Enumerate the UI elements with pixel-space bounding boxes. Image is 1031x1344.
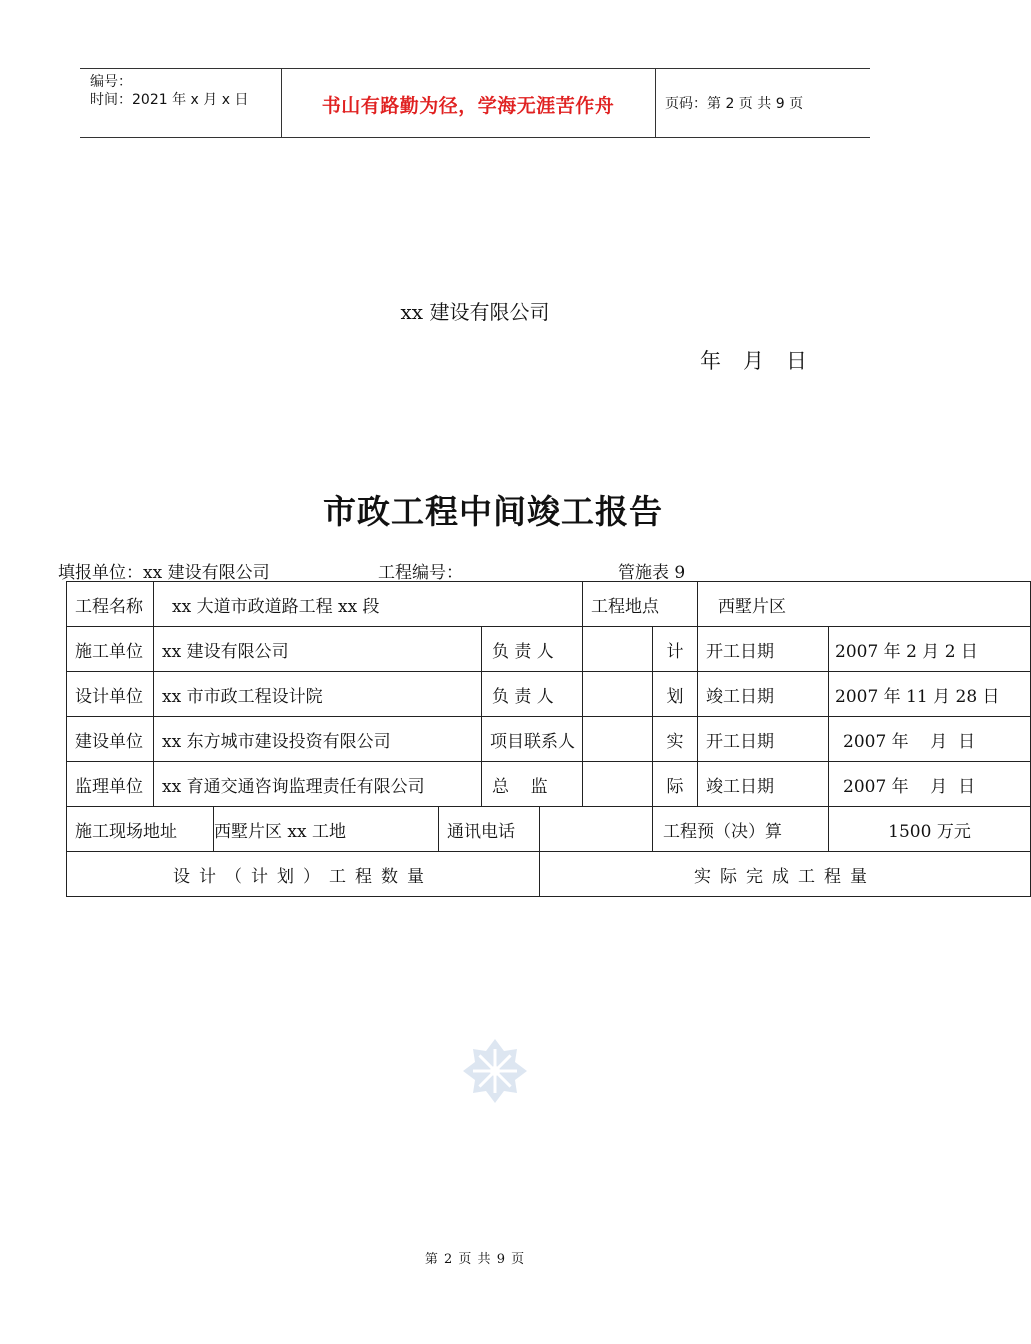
report-table — [66, 581, 1031, 897]
page-number-label: 页码：第 2 页 共 9 页 — [665, 96, 804, 112]
plan-side-label: 计 — [653, 627, 698, 672]
row-role: 总 监 — [482, 762, 583, 807]
site-value: 西墅片区 xx 工地 — [214, 807, 439, 852]
row-date-label: 开工日期 — [698, 717, 829, 762]
row-role: 负 责 人 — [482, 627, 583, 672]
design-quantity-label: 设计（计划）工程数量 — [67, 852, 540, 897]
budget-value: 1500 万元 — [829, 807, 1031, 852]
role-value-cell — [583, 762, 653, 807]
phone-value — [540, 807, 653, 852]
table-row — [67, 627, 1031, 672]
role-value-cell — [583, 717, 653, 762]
snowflake-watermark-icon — [460, 1036, 530, 1106]
row-date-label: 开工日期 — [698, 627, 829, 672]
fill-unit: 填报单位：xx 建设有限公司 — [58, 563, 270, 583]
actual-side-label: 际 — [653, 762, 698, 807]
project-name-label: 工程名称 — [67, 582, 154, 627]
actual-side-label: 实 — [653, 717, 698, 762]
role-value-cell — [583, 627, 653, 672]
row-value: xx 建设有限公司 — [154, 627, 482, 672]
header-motto: 书山有路勤为径，学海无涯苦作舟 — [321, 95, 615, 117]
form-number: 管施表 9 — [618, 563, 686, 583]
row-label: 设计单位 — [67, 672, 154, 717]
row-label: 监理单位 — [67, 762, 154, 807]
budget-label: 工程预（决）算 — [653, 807, 829, 852]
date-month: 月 — [743, 349, 764, 373]
table-row — [67, 672, 1031, 717]
row-date: 2007 年 11 月 28 日 — [829, 672, 1031, 717]
project-number-label: 工程编号： — [378, 563, 463, 583]
company-name: xx 建设有限公司 — [400, 300, 550, 324]
row-date-label: 竣工日期 — [698, 762, 829, 807]
document-title: 市政工程中间竣工报告 — [323, 492, 663, 531]
code-label: 编号： — [90, 74, 132, 90]
table-row — [67, 582, 1031, 627]
role-value-cell — [583, 672, 653, 717]
row-date: 2007 年 月 日 — [829, 762, 1031, 807]
location-value: 西墅片区 — [698, 582, 1031, 627]
row-value: xx 东方城市建设投资有限公司 — [154, 717, 482, 762]
project-name: xx 大道市政道路工程 xx 段 — [154, 582, 583, 627]
table-row — [67, 852, 1031, 897]
row-label: 建设单位 — [67, 717, 154, 762]
table-row — [67, 762, 1031, 807]
actual-quantity-label: 实际完成工程量 — [540, 852, 1031, 897]
row-date-label: 竣工日期 — [698, 672, 829, 717]
date-line — [700, 345, 829, 375]
row-role: 负 责 人 — [482, 672, 583, 717]
row-label: 施工单位 — [67, 627, 154, 672]
row-date: 2007 年 2 月 2 日 — [829, 627, 1031, 672]
table-row — [67, 717, 1031, 762]
phone-label: 通讯电话 — [439, 807, 540, 852]
row-value: xx 市市政工程设计院 — [154, 672, 482, 717]
page-footer: 第 2 页 共 9 页 — [424, 1252, 526, 1267]
site-label: 施工现场地址 — [67, 807, 214, 852]
header-divider — [655, 69, 656, 137]
time-label: 时间：2021 年 x 月 x 日 — [90, 92, 249, 108]
page-header — [80, 68, 870, 138]
row-date: 2007 年 月 日 — [829, 717, 1031, 762]
date-day: 日 — [786, 349, 807, 373]
date-year: 年 — [700, 349, 721, 373]
row-value: xx 育通交通咨询监理责任有限公司 — [154, 762, 482, 807]
plan-side-label: 划 — [653, 672, 698, 717]
location-label: 工程地点 — [583, 582, 698, 627]
table-row — [67, 807, 1031, 852]
row-role: 项目联系人 — [482, 717, 583, 762]
